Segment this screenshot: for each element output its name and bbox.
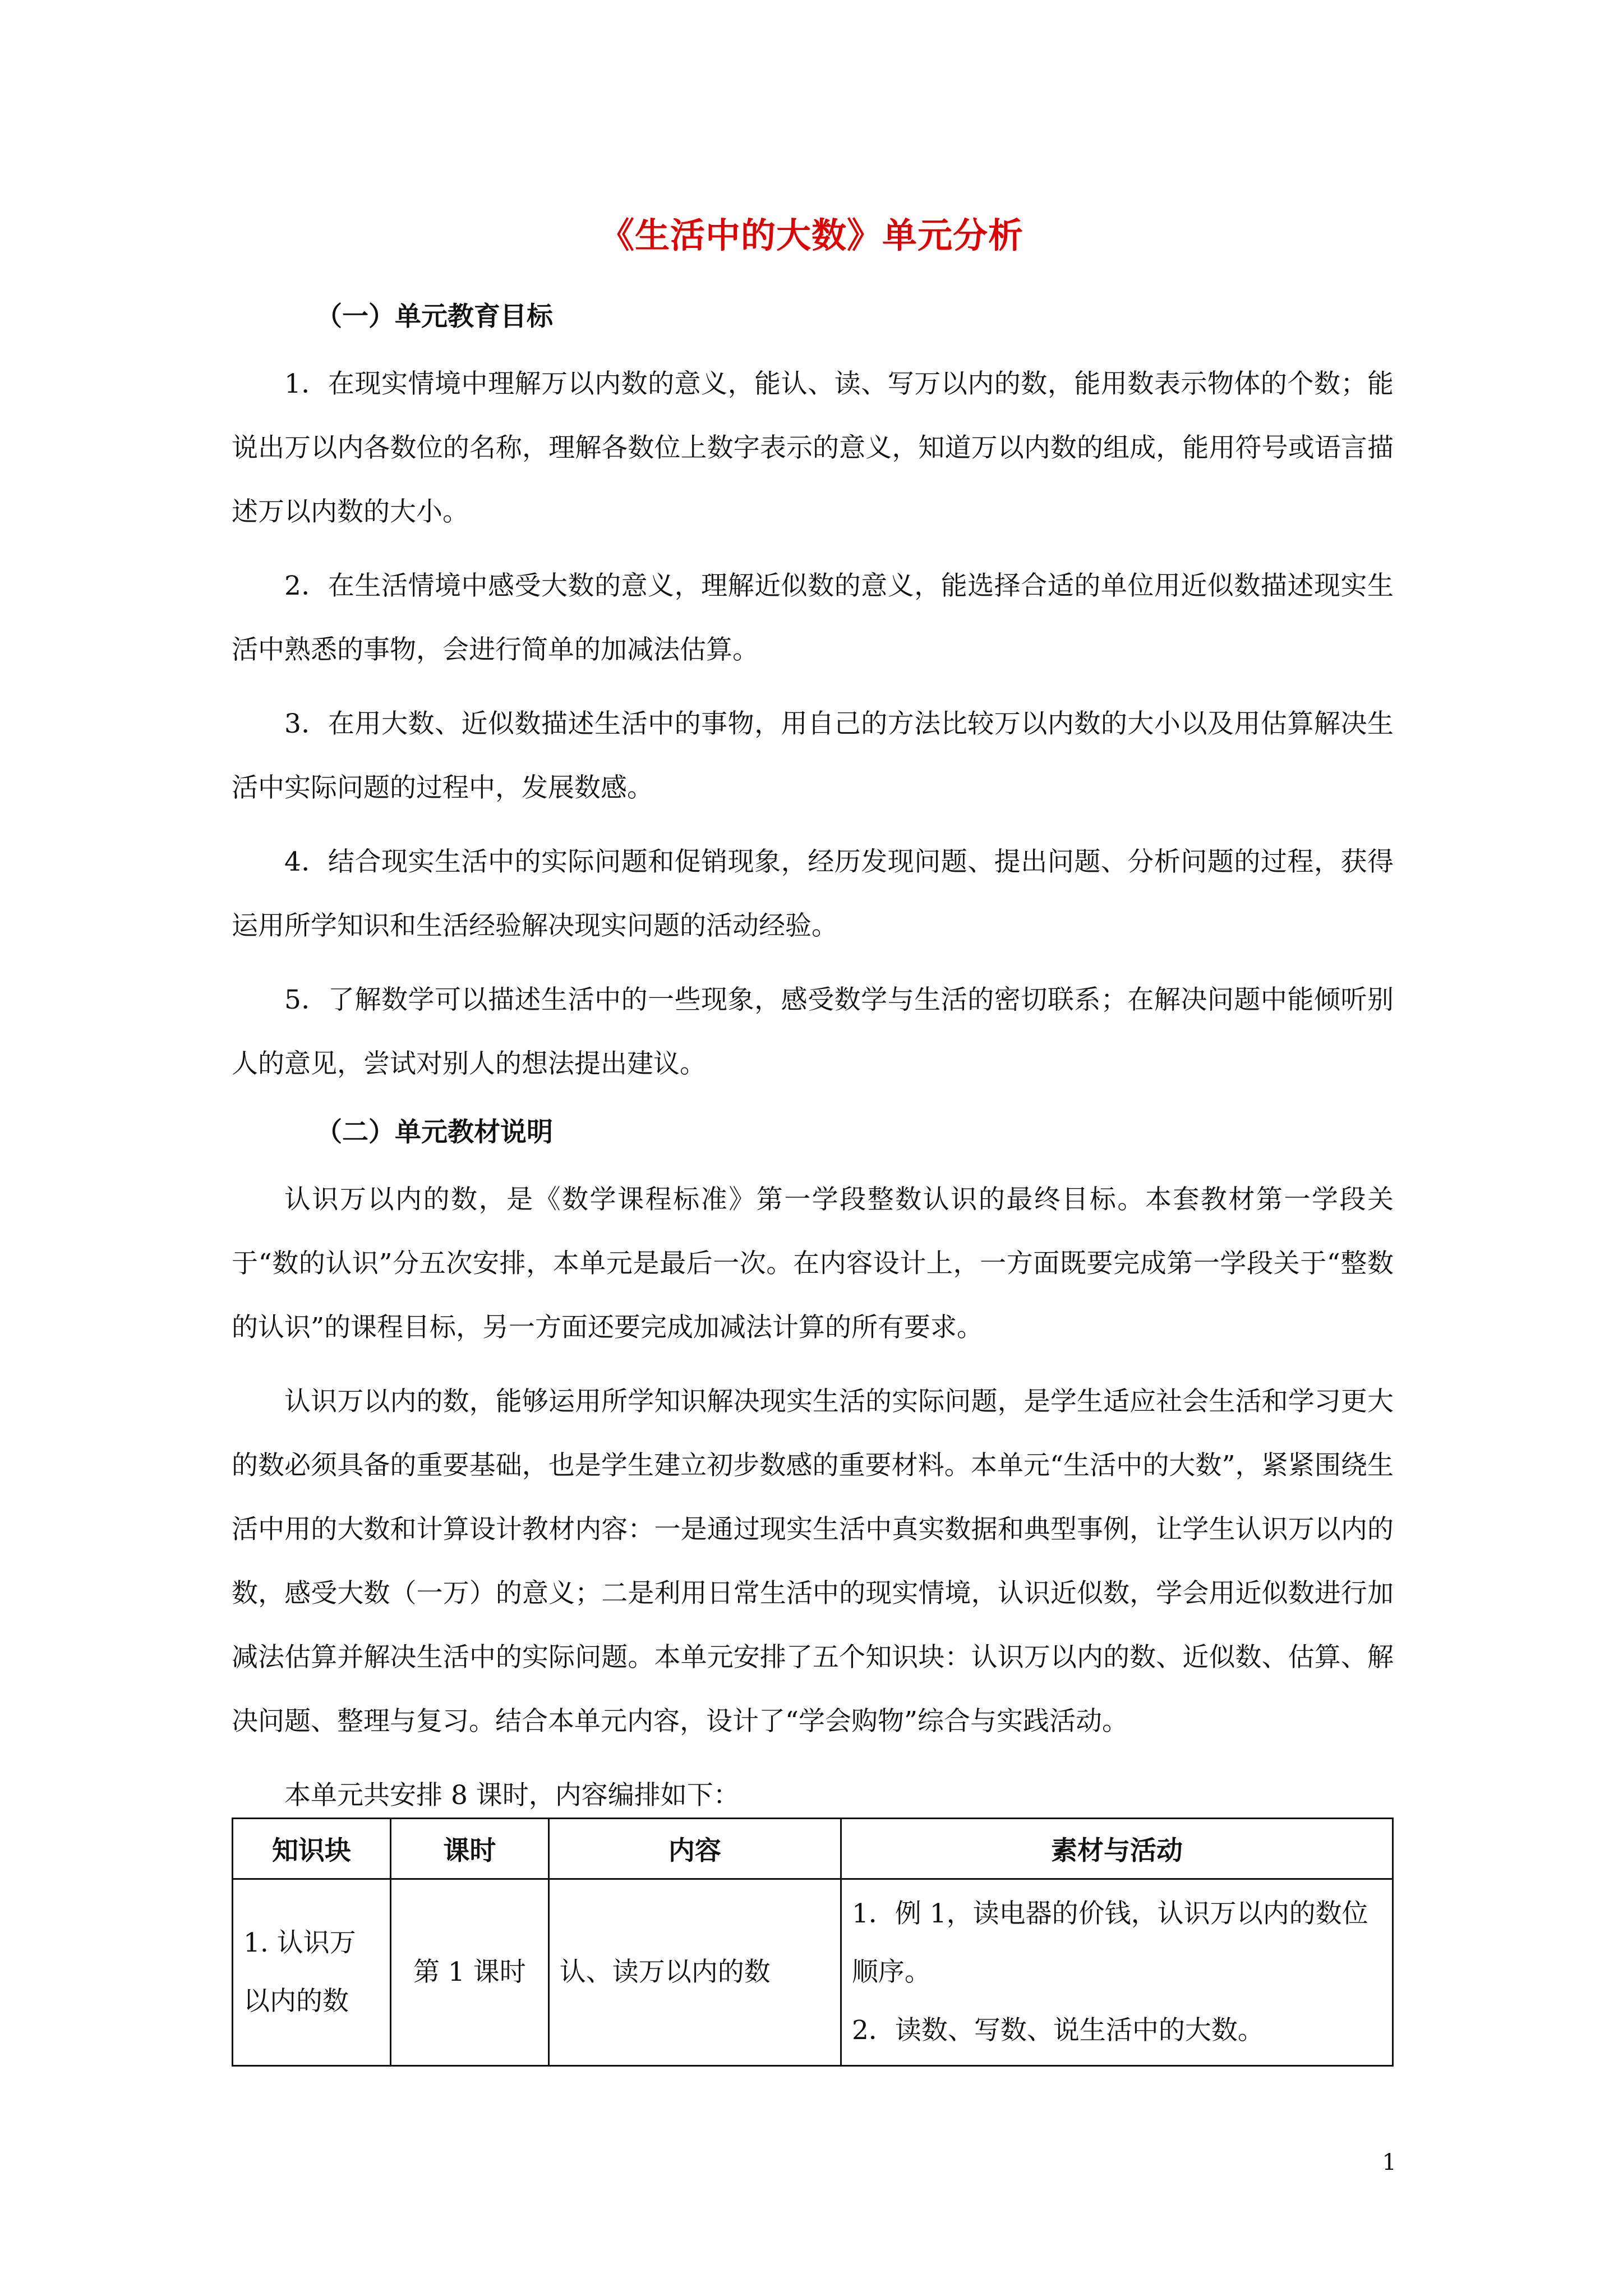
lesson-cell: 第 1 课时 <box>390 1879 548 2066</box>
materials-paragraph: 认识万以内的数，能够运用所学知识解决现实生活的实际问题，是学生适应社会生活和学习更大的数必须具备的重要基础，也是学生建立初步数感的重要材料。本单元“生活中的大数”，紧紧围绕生活中用的大数和计算设计教材内容：一是通过现实生活中真实数据和典型事例，让学生认识万以内的数，感受大数（一万）的意义；二是利用日常生活中的现实情境，认识近似数，学会用近似数进行加减法估算并解决生活中的实际问题。本单元安排了五个知识块：认识万以内的数、近似数、估算、解决问题、整理与复习。结合本单元内容，设计了“学会购物”综合与实践活动。 <box>232 1386 1394 1737</box>
materials-item: 2．读数、写数、说生活中的大数。 <box>851 2015 1264 2046</box>
goal-item: 1．在现实情境中理解万以内数的意义，能认、读、写万以内的数，能用数表示物体的个数；能说出万以内各数位的名称，理解各数位上数字表示的意义，知道万以内数的组成，能用符号或语言描述万以内数的大小。 <box>232 369 1394 527</box>
materials-cell <box>841 1879 1393 2066</box>
page-number: 1 <box>1382 2150 1396 2175</box>
goal-item: 5．了解数学可以描述生活中的一些现象，感受数学与生活的密切联系；在解决问题中能倾听别人的意见，尝试对别人的想法提出建议。 <box>232 984 1394 1079</box>
goal-item: 2．在生活情境中感受大数的意义，理解近似数的意义，能选择合适的单位用近似数描述现实生活中熟悉的事物，会进行简单的加减法估算。 <box>232 570 1394 665</box>
table-header-row <box>233 1819 1393 1879</box>
lesson-plan-table <box>232 1818 1394 2067</box>
knowledge-block-cell: 1. 认识万以内的数 <box>233 1879 391 2066</box>
document-body <box>232 292 1394 1828</box>
section-heading-materials: （二）单元教材说明 <box>316 1117 553 1148</box>
table-header-cell: 内容 <box>548 1819 841 1879</box>
table-header-cell: 素材与活动 <box>841 1819 1393 1879</box>
goal-item: 3．在用大数、近似数描述生活中的事物，用自己的方法比较万以内数的大小以及用估算解决生活中实际问题的过程中，发展数感。 <box>232 708 1394 803</box>
materials-item: 1．例 1，读电器的价钱，认识万以内的数位顺序。 <box>851 1898 1368 1987</box>
content-cell: 认、读万以内的数 <box>548 1879 841 2066</box>
section-heading-goals: （一）单元教育目标 <box>316 301 553 332</box>
table-header-cell: 课时 <box>390 1819 548 1879</box>
goal-item: 4．结合现实生活中的实际问题和促销现象，经历发现问题、提出问题、分析问题的过程，获得运用所学知识和生活经验解决现实问题的活动经验。 <box>232 846 1394 941</box>
document-title: 《生活中的大数》单元分析 <box>599 215 1023 256</box>
materials-paragraph: 认识万以内的数，是《数学课程标准》第一学段整数认识的最终目标。本套教材第一学段关于“数的认识”分五次安排，本单元是最后一次。在内容设计上，一方面既要完成第一学段关于“整数的认识”的课程目标，另一方面还要完成加减法计算的所有要求。 <box>232 1184 1394 1343</box>
table-header-cell: 知识块 <box>233 1819 391 1879</box>
table-row <box>233 1879 1393 2066</box>
table-intro: 本单元共安排 8 课时，内容编排如下： <box>284 1780 740 1811</box>
